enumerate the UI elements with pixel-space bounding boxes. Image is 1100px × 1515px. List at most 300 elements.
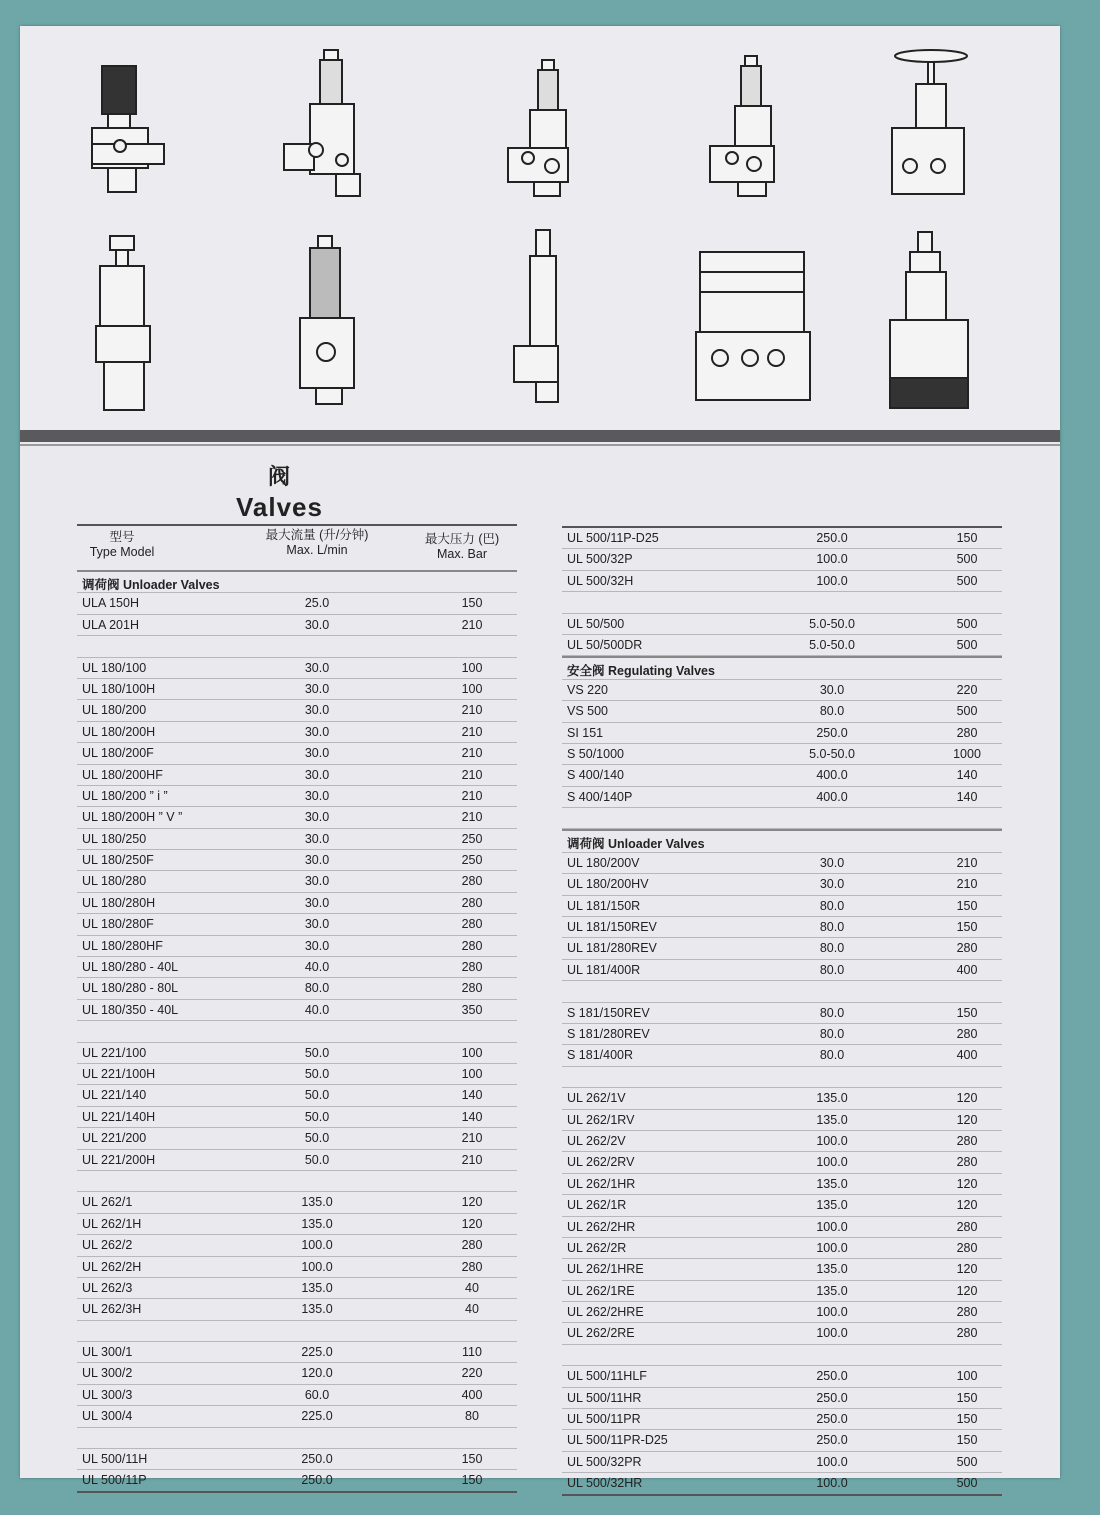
pressure-cell: 100 xyxy=(461,1045,483,1060)
model-cell: UL 181/400R xyxy=(567,962,641,977)
model-cell: UL 500/11P xyxy=(82,1473,147,1488)
flow-cell: 250.0 xyxy=(816,725,848,740)
model-cell: UL 500/32H xyxy=(567,573,634,588)
model-cell: UL 221/100H xyxy=(82,1066,156,1081)
section-heading xyxy=(562,656,1002,679)
table-row xyxy=(562,1024,1002,1045)
model-cell: UL 180/200H xyxy=(82,724,156,739)
section-divider xyxy=(20,430,1060,442)
flow-cell: 60.0 xyxy=(304,1387,330,1402)
model-cell: UL 180/200 ” i ” xyxy=(82,788,168,803)
flow-cell: 80.0 xyxy=(819,941,845,956)
table-row xyxy=(562,680,1002,701)
spacer-row xyxy=(562,1345,1002,1366)
table-row xyxy=(77,1192,517,1213)
table-row xyxy=(77,936,517,957)
table-row xyxy=(562,853,1002,874)
model-cell: UL 262/1R xyxy=(567,1198,627,1213)
table-row xyxy=(77,1128,517,1149)
flow-cell: 30.0 xyxy=(304,917,330,932)
table-row xyxy=(562,787,1002,808)
pressure-cell: 80 xyxy=(465,1409,479,1424)
table-row xyxy=(562,1174,1002,1195)
table-row xyxy=(77,1385,517,1406)
model-cell: S 181/400R xyxy=(567,1048,634,1063)
table-row xyxy=(562,1131,1002,1152)
pressure-cell: 280 xyxy=(461,917,483,932)
table-row xyxy=(77,1363,517,1384)
pressure-cell: 120 xyxy=(956,1262,978,1277)
table-row xyxy=(562,765,1002,786)
pressure-cell: 140 xyxy=(956,768,978,783)
model-cell: UL 262/1H xyxy=(82,1216,142,1231)
flow-cell: 100.0 xyxy=(816,1305,848,1320)
pressure-cell: 280 xyxy=(461,895,483,910)
pressure-cell: 40 xyxy=(465,1280,479,1295)
model-cell: UL 180/350 - 40L xyxy=(82,1002,179,1017)
table-row xyxy=(77,593,517,614)
flow-cell: 135.0 xyxy=(816,1112,848,1127)
model-cell: S 400/140P xyxy=(567,789,633,804)
table-row xyxy=(562,874,1002,895)
table-row xyxy=(562,1430,1002,1451)
flow-cell: 100.0 xyxy=(816,1133,848,1148)
table-row xyxy=(562,1366,1002,1387)
flow-cell: 135.0 xyxy=(301,1302,333,1317)
pressure-cell: 280 xyxy=(461,1259,483,1274)
header-flow-cn: 最大流量 (升/分钟) xyxy=(265,528,369,542)
table-row xyxy=(562,1409,1002,1430)
model-cell: UL 500/32P xyxy=(567,552,633,567)
model-cell: UL 262/2H xyxy=(82,1259,142,1274)
flow-cell: 40.0 xyxy=(304,1002,330,1017)
valve-image-4 xyxy=(710,56,774,196)
pressure-cell: 500 xyxy=(956,1454,978,1469)
flow-cell: 135.0 xyxy=(816,1283,848,1298)
pressure-cell: 280 xyxy=(956,1240,978,1255)
header-model-en: Type Model xyxy=(89,545,155,559)
valve-image-3 xyxy=(508,60,568,196)
flow-cell: 400.0 xyxy=(816,768,848,783)
pressure-cell: 400 xyxy=(461,1387,483,1402)
table-row xyxy=(562,1452,1002,1473)
flow-cell: 50.0 xyxy=(304,1152,330,1167)
flow-cell: 30.0 xyxy=(304,874,330,889)
flow-cell: 100.0 xyxy=(816,1219,848,1234)
table-header xyxy=(77,524,517,572)
table-row xyxy=(562,1152,1002,1173)
flow-cell: 225.0 xyxy=(301,1345,333,1360)
model-cell: UL 180/280H xyxy=(82,895,156,910)
model-cell: UL 262/1HRE xyxy=(567,1262,644,1277)
flow-cell: 5.0-50.0 xyxy=(809,616,855,631)
model-cell: UL 262/1 xyxy=(82,1195,133,1210)
table-row xyxy=(77,1000,517,1021)
pressure-cell: 210 xyxy=(956,877,978,892)
model-cell: ULA 201H xyxy=(82,617,139,632)
model-cell: UL 180/280F xyxy=(82,917,154,932)
flow-cell: 30.0 xyxy=(304,831,330,846)
header-pressure-en: Max. Bar xyxy=(436,547,487,561)
table-row xyxy=(562,1259,1002,1280)
table-row xyxy=(77,978,517,999)
model-cell: UL 180/200V xyxy=(567,855,640,870)
valve-illustrations xyxy=(20,26,1060,431)
pressure-cell: 500 xyxy=(956,1476,978,1491)
flow-cell: 100.0 xyxy=(816,1454,848,1469)
model-cell: UL 262/2RE xyxy=(567,1326,635,1341)
pressure-cell: 210 xyxy=(461,724,483,739)
pressure-cell: 210 xyxy=(461,617,483,632)
valve-image-9 xyxy=(696,252,810,400)
model-cell: UL 262/1RE xyxy=(567,1283,635,1298)
table-row xyxy=(77,1064,517,1085)
model-cell: S 400/140 xyxy=(567,768,624,783)
model-cell: UL 262/1HR xyxy=(567,1176,636,1191)
pressure-cell: 400 xyxy=(956,1048,978,1063)
table-row xyxy=(562,917,1002,938)
flow-cell: 250.0 xyxy=(816,531,848,545)
table-row xyxy=(562,1323,1002,1344)
pressure-cell: 280 xyxy=(956,1026,978,1041)
table-row xyxy=(562,571,1002,592)
flow-cell: 135.0 xyxy=(301,1216,333,1231)
model-cell: UL 180/200H ” V ” xyxy=(82,810,183,825)
flow-cell: 30.0 xyxy=(304,788,330,803)
table-row xyxy=(77,914,517,935)
table-row xyxy=(77,1150,517,1171)
table-row xyxy=(562,1217,1002,1238)
model-cell: UL 262/3H xyxy=(82,1302,142,1317)
pressure-cell: 120 xyxy=(956,1283,978,1298)
pressure-cell: 150 xyxy=(956,1005,978,1020)
model-cell: UL 180/200F xyxy=(82,746,154,761)
flow-cell: 30.0 xyxy=(304,746,330,761)
pressure-cell: 500 xyxy=(956,616,978,631)
flow-cell: 30.0 xyxy=(304,853,330,868)
left-table xyxy=(77,570,517,1493)
model-cell: UL 262/1V xyxy=(567,1091,626,1106)
model-cell: UL 300/2 xyxy=(82,1366,133,1381)
valve-image-6 xyxy=(96,236,150,410)
flow-cell: 100.0 xyxy=(301,1238,333,1253)
table-row xyxy=(77,1214,517,1235)
model-cell: UL 180/100H xyxy=(82,681,156,696)
pressure-cell: 40 xyxy=(465,1302,479,1317)
model-cell: UL 180/250 xyxy=(82,831,147,846)
spacer-row xyxy=(77,1428,517,1449)
model-cell: UL 180/100 xyxy=(82,660,147,675)
model-cell: UL 500/11HLF xyxy=(567,1369,647,1384)
flow-cell: 80.0 xyxy=(819,1048,845,1063)
valve-image-8 xyxy=(514,230,558,402)
model-cell: UL 500/11PR-D25 xyxy=(567,1433,668,1448)
valve-image-10 xyxy=(890,232,968,408)
table-row xyxy=(562,1473,1002,1495)
pressure-cell: 150 xyxy=(956,898,978,913)
flow-cell: 100.0 xyxy=(816,552,848,567)
table-row xyxy=(562,528,1002,549)
pressure-cell: 120 xyxy=(956,1198,978,1213)
model-cell: UL 262/2V xyxy=(567,1133,626,1148)
model-cell: UL 180/280 xyxy=(82,874,147,889)
pressure-cell: 210 xyxy=(461,746,483,761)
pressure-cell: 150 xyxy=(956,1390,978,1405)
flow-cell: 5.0-50.0 xyxy=(809,637,855,652)
section-heading xyxy=(562,829,1002,852)
pressure-cell: 210 xyxy=(461,788,483,803)
pressure-cell: 110 xyxy=(462,1345,482,1360)
pressure-cell: 280 xyxy=(956,941,978,956)
flow-cell: 135.0 xyxy=(816,1262,848,1277)
model-cell: UL 262/2RV xyxy=(567,1155,635,1170)
flow-cell: 80.0 xyxy=(819,1005,845,1020)
table-row xyxy=(77,1470,517,1492)
flow-cell: 25.0 xyxy=(304,596,330,611)
model-cell: UL 262/2HR xyxy=(567,1219,636,1234)
flow-cell: 135.0 xyxy=(816,1198,848,1213)
flow-cell: 250.0 xyxy=(816,1369,848,1384)
flow-cell: 80.0 xyxy=(819,1026,845,1041)
page-title: Valves xyxy=(236,492,323,522)
flow-cell: 135.0 xyxy=(301,1195,333,1210)
pressure-cell: 140 xyxy=(956,789,978,804)
flow-cell: 100.0 xyxy=(816,1155,848,1170)
model-cell: UL 500/11PR xyxy=(567,1412,641,1427)
model-cell: VS 500 xyxy=(567,704,609,719)
table-row xyxy=(562,1088,1002,1109)
table-row xyxy=(562,1003,1002,1024)
model-cell: UL 180/280HF xyxy=(82,938,163,953)
model-cell: VS 220 xyxy=(567,682,609,697)
flow-cell: 30.0 xyxy=(819,682,845,697)
table-row xyxy=(77,722,517,743)
model-cell: UL 181/280REV xyxy=(567,941,657,956)
right-table xyxy=(562,526,1002,1496)
pressure-cell: 150 xyxy=(956,1412,978,1427)
pressure-cell: 120 xyxy=(956,1091,978,1106)
model-cell: UL 262/2 xyxy=(82,1238,133,1253)
table-row xyxy=(562,938,1002,959)
flow-cell: 80.0 xyxy=(304,981,330,996)
section-label: 调荷阀 Unloader Valves xyxy=(567,837,705,852)
pressure-cell: 500 xyxy=(956,573,978,588)
pressure-cell: 150 xyxy=(461,1473,483,1488)
model-cell: UL 262/2HRE xyxy=(567,1305,644,1320)
header-flow-en: Max. L/min xyxy=(286,543,348,557)
pressure-cell: 250 xyxy=(461,853,483,868)
flow-cell: 30.0 xyxy=(304,895,330,910)
model-cell: UL 500/11P-D25 xyxy=(567,531,659,545)
pressure-cell: 250 xyxy=(461,831,483,846)
flow-cell: 100.0 xyxy=(816,1240,848,1255)
flow-cell: 120.0 xyxy=(301,1366,333,1381)
pressure-cell: 100 xyxy=(956,1369,978,1384)
flow-cell: 80.0 xyxy=(819,962,845,977)
flow-cell: 30.0 xyxy=(304,810,330,825)
section-label: 安全阀 Regulating Valves xyxy=(567,664,715,679)
flow-cell: 100.0 xyxy=(816,573,848,588)
pressure-cell: 220 xyxy=(461,1366,483,1381)
spacer-row xyxy=(562,808,1002,829)
model-cell: S 50/1000 xyxy=(567,746,624,761)
model-cell: UL 180/200HF xyxy=(82,767,163,782)
model-cell: S 181/150REV xyxy=(567,1005,650,1020)
pressure-cell: 280 xyxy=(956,1305,978,1320)
header-flow xyxy=(247,528,387,558)
table-row xyxy=(77,893,517,914)
table-row xyxy=(77,1342,517,1363)
flow-cell: 250.0 xyxy=(301,1473,333,1488)
model-cell: S 181/280REV xyxy=(567,1026,650,1041)
pressure-cell: 500 xyxy=(956,637,978,652)
model-cell: UL 181/150R xyxy=(567,898,641,913)
flow-cell: 225.0 xyxy=(301,1409,333,1424)
pressure-cell: 100 xyxy=(461,681,483,696)
pressure-cell: 100 xyxy=(461,1066,483,1081)
flow-cell: 30.0 xyxy=(304,703,330,718)
valve-image-7 xyxy=(300,236,354,404)
flow-cell: 80.0 xyxy=(819,898,845,913)
pressure-cell: 210 xyxy=(461,703,483,718)
model-cell: ULA 150H xyxy=(82,596,139,611)
model-cell: UL 500/32HR xyxy=(567,1476,643,1491)
pressure-cell: 120 xyxy=(461,1216,483,1231)
flow-cell: 50.0 xyxy=(304,1066,330,1081)
table-row xyxy=(77,1299,517,1320)
table-row xyxy=(562,1281,1002,1302)
table-row xyxy=(77,1278,517,1299)
model-cell: UL 50/500DR xyxy=(567,637,643,652)
flow-cell: 135.0 xyxy=(816,1091,848,1106)
pressure-cell: 350 xyxy=(461,1002,483,1017)
model-cell: UL 221/140 xyxy=(82,1088,147,1103)
model-cell: UL 300/3 xyxy=(82,1387,133,1402)
model-cell: UL 500/11H xyxy=(82,1452,148,1467)
pressure-cell: 220 xyxy=(956,682,978,697)
model-cell: UL 300/1 xyxy=(82,1345,133,1360)
section-heading xyxy=(77,570,517,593)
table-row xyxy=(562,1388,1002,1409)
table-row xyxy=(77,615,517,636)
table-row xyxy=(77,850,517,871)
pressure-cell: 280 xyxy=(461,874,483,889)
table-row xyxy=(77,1043,517,1064)
pressure-cell: 120 xyxy=(956,1176,978,1191)
table-row xyxy=(77,700,517,721)
spacer-row xyxy=(77,1321,517,1342)
table-row xyxy=(77,957,517,978)
valve-drawings xyxy=(20,26,1060,431)
valve-image-5 xyxy=(892,50,967,194)
model-cell: UL 500/11HR xyxy=(567,1390,642,1405)
valve-image-2 xyxy=(284,50,360,196)
pressure-cell: 150 xyxy=(956,1433,978,1448)
pressure-cell: 280 xyxy=(461,960,483,975)
pressure-cell: 280 xyxy=(956,1133,978,1148)
pressure-cell: 500 xyxy=(956,704,978,719)
flow-cell: 50.0 xyxy=(304,1088,330,1103)
table-row xyxy=(562,1195,1002,1216)
pressure-cell: 120 xyxy=(461,1195,483,1210)
pressure-cell: 280 xyxy=(956,1326,978,1341)
flow-cell: 30.0 xyxy=(304,767,330,782)
table-row xyxy=(77,1235,517,1256)
pressure-cell: 280 xyxy=(956,1219,978,1234)
table-row xyxy=(562,1238,1002,1259)
pressure-cell: 280 xyxy=(461,981,483,996)
model-cell: UL 262/2R xyxy=(567,1240,627,1255)
model-cell: UL 181/150REV xyxy=(567,920,657,935)
catalog-page xyxy=(20,26,1060,1491)
valve-image-1 xyxy=(92,66,164,192)
flow-cell: 50.0 xyxy=(304,1131,330,1146)
table-row xyxy=(77,679,517,700)
flow-cell: 250.0 xyxy=(301,1452,333,1467)
pressure-cell: 400 xyxy=(956,962,978,977)
flow-cell: 80.0 xyxy=(819,920,845,935)
flow-cell: 250.0 xyxy=(816,1433,848,1448)
flow-cell: 100.0 xyxy=(301,1259,333,1274)
table-row xyxy=(562,1110,1002,1131)
pressure-cell: 280 xyxy=(461,1238,483,1253)
model-cell: UL 262/1RV xyxy=(567,1112,635,1127)
table-row xyxy=(562,1045,1002,1066)
spacer-row xyxy=(562,981,1002,1002)
model-cell: UL 262/3 xyxy=(82,1280,133,1295)
header-model xyxy=(82,530,162,560)
model-cell: UL 500/32PR xyxy=(567,1454,642,1469)
flow-cell: 40.0 xyxy=(304,960,330,975)
model-cell: UL 300/4 xyxy=(82,1409,133,1424)
pressure-cell: 150 xyxy=(461,596,483,611)
table-row xyxy=(77,1107,517,1128)
table-row xyxy=(77,1449,517,1470)
pressure-cell: 140 xyxy=(461,1109,483,1124)
pressure-cell: 280 xyxy=(956,1155,978,1170)
table-row xyxy=(77,658,517,679)
flow-cell: 80.0 xyxy=(819,704,845,719)
pressure-cell: 210 xyxy=(461,1152,483,1167)
model-cell: UL 221/100 xyxy=(82,1045,147,1060)
pressure-cell: 150 xyxy=(956,531,978,545)
table-row xyxy=(562,744,1002,765)
flow-cell: 135.0 xyxy=(816,1176,848,1191)
table-row xyxy=(77,871,517,892)
table-row xyxy=(562,701,1002,722)
model-cell: UL 221/140H xyxy=(82,1109,156,1124)
pressure-cell: 210 xyxy=(956,855,978,870)
flow-cell: 30.0 xyxy=(304,660,330,675)
flow-cell: 135.0 xyxy=(301,1280,333,1295)
table-row xyxy=(77,829,517,850)
section-divider-thin xyxy=(20,444,1060,446)
header-model-cn: 型号 xyxy=(109,530,135,544)
model-cell: UL 221/200 xyxy=(82,1131,147,1146)
model-cell: SI 151 xyxy=(567,725,604,740)
table-row xyxy=(562,1302,1002,1323)
flow-cell: 30.0 xyxy=(819,855,845,870)
header-pressure xyxy=(407,532,517,562)
table-row xyxy=(562,723,1002,744)
pressure-cell: 140 xyxy=(461,1088,483,1103)
flow-cell: 30.0 xyxy=(304,938,330,953)
pressure-cell: 280 xyxy=(461,938,483,953)
flow-cell: 50.0 xyxy=(304,1045,330,1060)
table-row xyxy=(77,1085,517,1106)
model-cell: UL 180/200 xyxy=(82,703,147,718)
flow-cell: 250.0 xyxy=(816,1390,848,1405)
